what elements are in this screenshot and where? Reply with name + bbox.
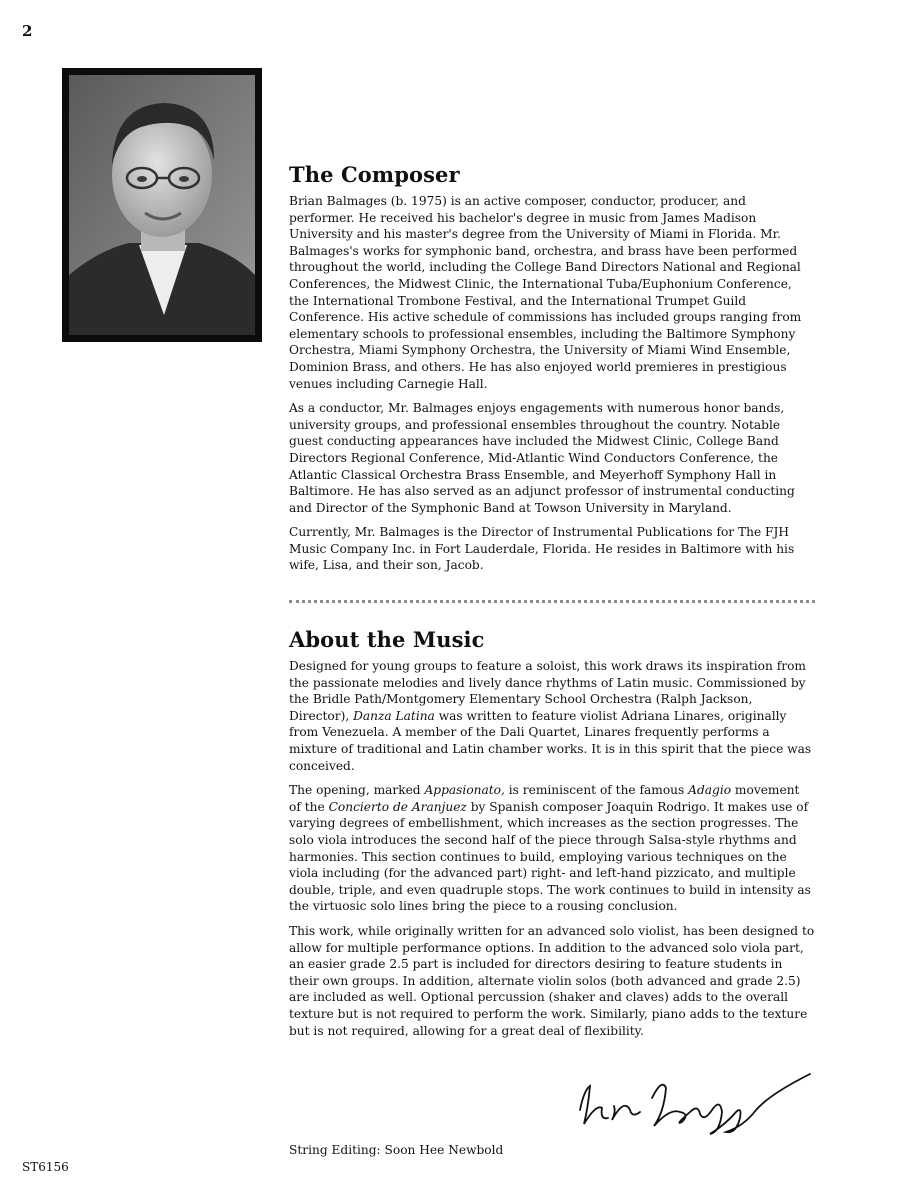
section-divider (289, 600, 815, 603)
catalog-number: ST6156 (22, 1160, 69, 1174)
page-number: 2 (22, 22, 33, 40)
music-paragraph: The opening, marked Appasionato, is reminiscent of the famous Adagio movement of the Concierto de Aranjuez by Spanish composer Joaquin Rodrigo. It makes use of varying degrees of embellishment, which increases as the section progresses. The solo viola introduces the second half of the piece through Salsa-style rhythms and harmonies. This section continues to build, employing various techniques on the viola including (for the advanced part) right- and left-hand pizzicato, and multiple double, triple, and even quadruple stops. The work continues to build in intensity as the virtuosic solo lines bring the piece to a rousing conclusion. (289, 783, 811, 914)
composer-photo (62, 68, 262, 342)
piece-title: Danza Latina (353, 708, 435, 723)
music-heading: About the Music (289, 627, 485, 653)
composer-signature (570, 1068, 820, 1138)
music-paragraph: This work, while originally written for an advanced solo violist, has been designed to allow for multiple performance options. In addition to the advanced solo viola part, an easier grade 2.5 part is included for directors desiring to feature students in their own groups. In addition, alternate violin solos (both advanced and grade 2.5) are included as well. Optional percussion (shaker and claves) adds to the overall texture but is not required to perform the work. Similarly, piano adds to the texture but is not required, allowing for a great deal of flexibility. (289, 923, 815, 1038)
music-paragraph: Designed for young groups to feature a soloist, this work draws its inspiration from the passionate melodies and lively dance rhythms of Latin music. Commissioned by the Bridle Path/Montgomery Elementary School Orchestra (Ralph Jackson, Director), Danza Latina was written to feature violist Adriana Linares, originally from Venezuela. A member of the Dali Quartet, Linares frequently performs a mixture of traditional and Latin chamber works. It is in this spirit that the piece was conceived. (289, 659, 812, 773)
composer-paragraph: Brian Balmages (b. 1975) is an active composer, conductor, producer, and performer. He received his bachelor's degree in music from James Madison University and his master's degree from the University of Miami in Florida. Mr. Balmages's works for symphonic band, orchestra, and brass have been performed throughout the world, including the College Band Directors National and Regional Conferences, the Midwest Clinic, the International Tuba/Euphonium Conference, the International Trombone Festival, and the International Trumpet Guild Conference. His active schedule of commissions has included groups ranging from elementary schools to professional ensembles, including the Baltimore Symphony Orchestra, Miami Symphony Orchestra, the University of Miami Wind Ensemble, Dominion Brass, and others. He has also enjoyed world premieres in prestigious venues including Carnegie Hall. (289, 194, 802, 391)
work-title: Concierto de Aranjuez (328, 799, 467, 814)
string-editing-credit: String Editing: Soon Hee Newbold (289, 1143, 504, 1157)
movement-name: Adagio (688, 783, 732, 798)
signature-image (570, 1068, 820, 1138)
composer-paragraph: Currently, Mr. Balmages is the Director of Instrumental Publications for The FJH Music Company Inc. in Fort Lauderdale, Florida. He resides in Baltimore with his wife, Lisa, and their son, Jacob. (289, 525, 795, 573)
portrait-image (69, 75, 255, 335)
composer-paragraph: As a conductor, Mr. Balmages enjoys engagements with numerous honor bands, university groups, and professional ensembles throughout the country. Notable guest conducting appearances have included the Midwest Clinic, College Band Directors Regional Conference, Mid-Atlantic Wind Conductors Conference, the Atlantic Classical Orchestra Brass Ensemble, and Meyerhoff Symphony Hall in Baltimore. He has also served as an adjunct professor of instrumental conducting and Director of the Symphonic Band at Towson University in Maryland. (289, 401, 795, 515)
composer-heading: The Composer (289, 162, 460, 187)
main-text (289, 162, 815, 1047)
tempo-marking: Appasionato, (424, 783, 505, 798)
